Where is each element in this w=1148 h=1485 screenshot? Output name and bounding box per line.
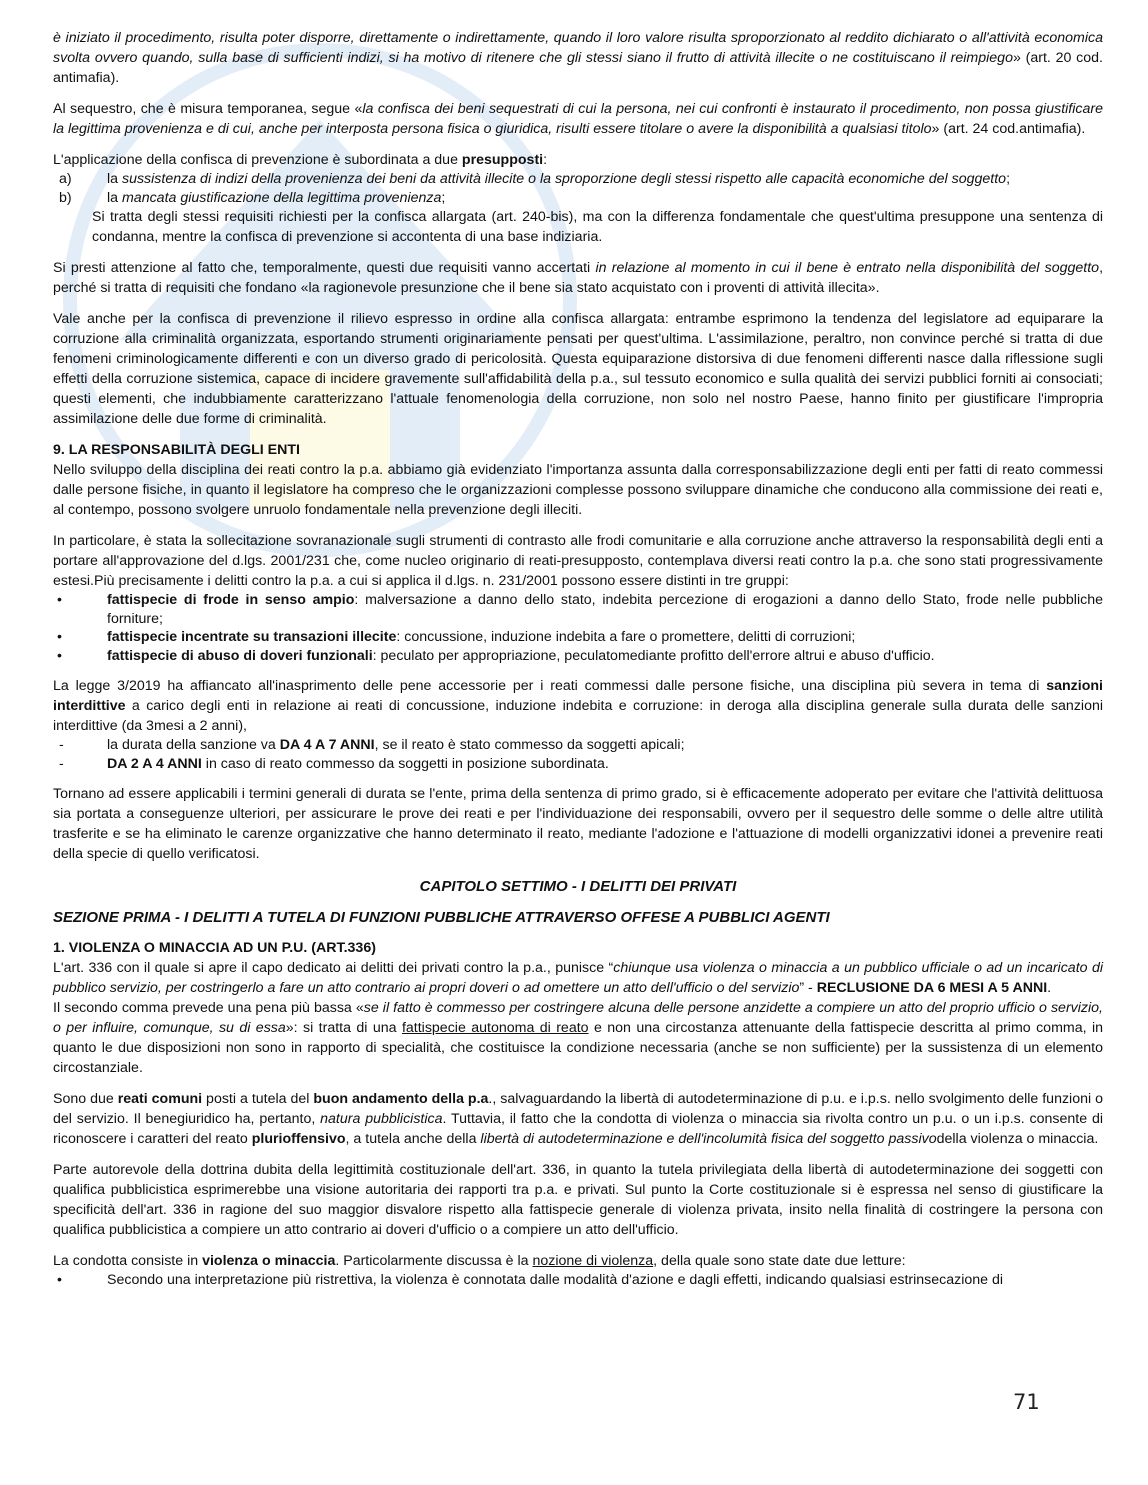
page-number: 71 [1013,1390,1040,1414]
groups-list [53,591,1103,665]
section-heading-art336: 1. VIOLENZA O MINACCIA AD UN P.U. (ART.336) [53,940,376,956]
paragraph-confisca-intro: è iniziato il procedimento, risulta poter disporre, direttamente o indirettamente, quando il loro valore risulta sproporzionato al reddito dichiarato o all'attività economica svolta ovvero quando, sulla base di sufficienti indizi, si ha motivo di ritenere che gli stessi siano il frutto di attività illecite o ne costituiscano il reimpiego» (art. 20 cod. antimafia). [53,30,1103,86]
readings-list [53,1271,1103,1290]
section-heading-enti: 9. LA RESPONSABILITÀ DEGLI ENTI [53,442,300,458]
presupposti-list [53,170,1103,207]
paragraph-reati-comuni: Sono due reati comuni posti a tutela del buon andamento della p.a., salvaguardando la libertà di autodeterminazione di p.u. e i.p.s. nello svolgimento delle funzioni o del servizio. Il benegiuridico ha, pertanto, natura pubblicistica. Tuttavia, il fatto che la condotta di violenza o minaccia sia rivolta contro un p.u. o un i.p.s. consente di riconoscere i caratteri del reato plurioffensivo, a tutela anche della libertà di autodeterminazione e dell'incolumità fisica del soggetto passivodella violenza o minaccia. [53,1091,1103,1147]
paragraph-sequestro: Al sequestro, che è misura temporanea, segue «la confisca dei beni sequestrati di cui la persona, nei cui confronti è instaurato il procedimento, non possa giustificare la legittima provenienza e di cui, anche per interposta persona fisica o giuridica, risulti essere titolare o avere la disponibilità a qualsiasi titolo» (art. 24 cod.antimafia). [53,101,1103,137]
document-page [53,28,1103,1290]
list-item: b) la mancata giustificazione della legittima provenienza; [59,189,446,206]
paragraph-termini: Tornano ad essere applicabili i termini generali di durata se l'ente, prima della sentenza di primo grado, si è efficacemente adoperato per evitare che l'attività delittuosa sia portata a conseguenze ulteriori, per assicurare le prove dei reati e per l'individuazione dei responsabili, ovvero per il sequestro delle somme o delle altre utilità trasferite e se ha eliminato le carenze organizzative che hanno determinato il reato, mediante l'adozione e l'attuazione di modelli organizzativi idonei a prevenire reati della specie di quello verificatosi. [53,786,1103,862]
list-item: a) la sussistenza di indizi della provenienza dei beni da attività illecite o la sproporzione degli stessi rispetto alle capacità economiche del soggetto; [59,171,1011,187]
section-title: SEZIONE PRIMA - I DELITTI A TUTELA DI FUNZIONI PUBBLICHE ATTRAVERSO OFFESE A PUBBLICI AGENTI [53,909,830,926]
paragraph-legge-2019: La legge 3/2019 ha affiancato all'inasprimento delle pene accessorie per i reati commessi dalle persone fisiche, una disciplina più severa in tema di sanzioni interdittive a carico degli enti in relazione ai reati di concussione, induzione indebita e corruzione: in deroga alla disciplina generale sulla durata delle sanzioni interdittive (da 3mesi a 2 anni), [53,678,1103,734]
chapter-title: CAPITOLO SETTIMO - I DELITTI DEI PRIVATI [419,878,737,895]
paragraph-secondo-comma: Il secondo comma prevede una pena più bassa «se il fatto è commesso per costringere alcuna delle persone anzidette a compiere un atto del proprio ufficio o servizio, o per influire, comunque, su di essa»: si tratta di una fattispecie autonoma di reato e non una circostanza attenuante della fattispecie descritta al primo comma, in quanto le due disposizioni non sono in rapporto di specialità, che costituisce la condizione necessaria (anche se non sufficiente) per la sussistenza di un elemento circostanziale. [53,1000,1104,1076]
list-item: • Secondo una interpretazione più ristrettiva, la violenza è connotata dalle modalità d'azione e dagli effetti, indicando qualsiasi estrinsecazione di [57,1272,1004,1288]
paragraph-sollecitazione: In particolare, è stata la sollecitazione sovranazionale sugli strumenti di contrasto alle frodi comunitarie e alla corruzione anche attraverso la responsabilità degli enti a portare all'approvazione del d.lgs. 2001/231 che, come nucleo originario di reati-presupposto, contemplava diversi reati contro la p.a. che sono stati progressivamente estesi.Più precisamente i delitti contro la p.a. a cui si applica il d.lgs. n. 231/2001 possono essere distinti in tre gruppi: [53,533,1103,589]
paragraph-condotta: La condotta consiste in violenza o minaccia. Particolarmente discussa è la nozione di violenza, della quale sono state date due letture: [53,1253,906,1269]
paragraph-presupposti: L'applicazione della confisca di prevenzione è subordinata a due presupposti: [53,152,548,168]
durations-list [53,736,1103,773]
list-item: • fattispecie di frode in senso ampio: malversazione a danno dello stato, indebita percezione di erogazioni a danno dello Stato, frode nelle pubbliche forniture; [57,592,1103,627]
paragraph-enti: Nello sviluppo della disciplina dei reati contro la p.a. abbiamo già evidenziato l'importanza assunta dalla corresponsabilizzazione degli enti per fatti di reato commessi dalle persone fisiche, in quanto il legislatore ha compreso che le organizzazioni complesse possono sviluppare dinamiche che conducono alla commissione dei reati e, al contempo, possono svolgere unruolo fondamentale nella prevenzione degli illeciti. [53,462,1103,518]
list-item: • fattispecie di abuso di doveri funzionali: peculato per appropriazione, peculatomediante profitto dell'errore altrui e abuso d'ufficio. [57,647,935,664]
paragraph-attenzione: Si presti attenzione al fatto che, temporalmente, questi due requisiti vanno accertati in relazione al momento in cui il bene è entrato nella disponibilità del soggetto, perché si tratta di requisiti che fondano «la ragionevole presunzione che il bene sia stato acquistato con i proventi di attività illecita». [53,260,1104,296]
paragraph-art336: L'art. 336 con il quale si apre il capo dedicato ai delitti dei privati contro la p.a., punisce “chiunque usa violenza o minaccia a un pubblico ufficiale o ad un incaricato di pubblico servizio, per costringerlo a fare un atto contrario ai propri doveri o ad omettere un atto dell'ufficio o del servizio” - RECLUSIONE DA 6 MESI A 5 ANNI. [53,960,1103,996]
list-item: • fattispecie incentrate su transazioni illecite: concussione, induzione indebita a fare o promettere, delitti di corruzioni; [57,629,856,645]
list-item: - la durata della sanzione va DA 4 A 7 ANNI, se il reato è stato commesso da soggetti apicali; [59,737,685,753]
paragraph-assimilazione: Vale anche per la confisca di prevenzione il rilievo espresso in ordine alla confisca allargata: entrambe esprimono la tendenza del legislatore ad equiparare la corruzione alla criminalità organizzata, esportando strumenti originariamente pensati per quest'ultima. L'assimilazione, peraltro, non convince perché si tratta di due fenomeni criminologicamente differenti e con un diverso grado di pericolosità. Questa equiparazione distorsiva di due fenomeni differenti nasce dalla riflessione sugli effetti della corruzione sistemica, capace di incidere gravemente sull'affidabilità della p.a., sul tessuto economico e sulla qualità dei servizi pubblici forniti ai consociati; questi elementi, che indubbiamente caratterizzano l'attuale fenomenologia della corruzione, non solo nel nostro Paese, hanno finito per giustificare l'impropria assimilazione delle due forme di criminalità. [53,311,1103,427]
paragraph-dottrina: Parte autorevole della dottrina dubita della legittimità costituzionale dell'art. 336, in quanto la tutela privilegiata della libertà di autodeterminazione dei soggetti con qualifica pubblicistica esprimerebbe una visione autoritaria dei rapporti tra p.a. e privati. Sul punto la Corte costituzionale si è espressa nel senso di giustificare la specificità dell'art. 336 in ragione del suo maggior disvalore rispetto alla fattispecie generale di violenza privata, insito nella finalità di costringere la persona con qualifica pubblicistica a compiere un atto contrario ai doveri d'ufficio o a compiere un atto dell'ufficio. [53,1162,1103,1238]
list-item: - DA 2 A 4 ANNI in caso di reato commesso da soggetti in posizione subordinata. [59,755,609,772]
paragraph-requisiti: Si tratta degli stessi requisiti richiesti per la confisca allargata (art. 240-bis), ma con la differenza fondamentale che quest'ultima presuppone una sentenza di condanna, mentre la confisca di prevenzione si accontenta di una base indiziaria. [92,209,1103,245]
